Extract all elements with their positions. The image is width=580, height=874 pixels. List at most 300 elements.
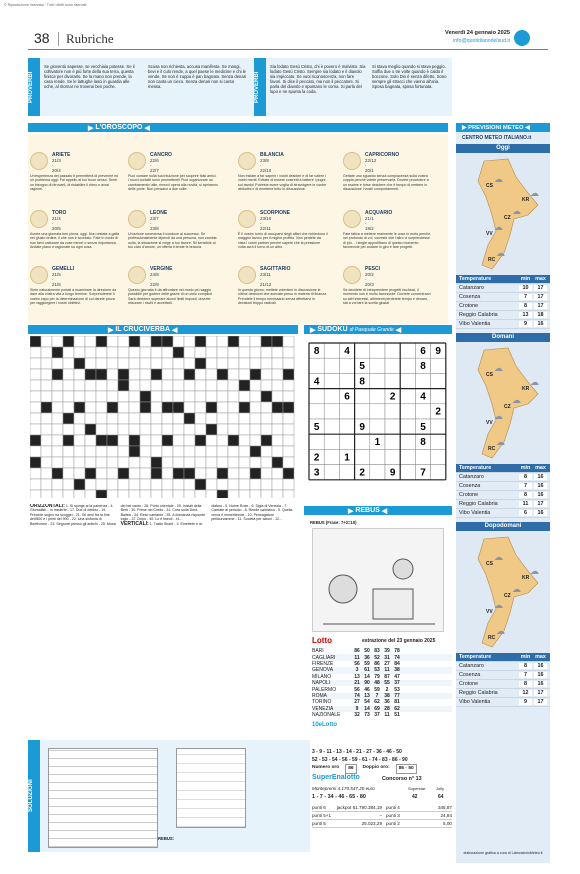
crossword-cell[interactable]: [250, 435, 261, 446]
crossword-cell[interactable]: [74, 347, 85, 358]
crossword-cell[interactable]: [217, 380, 228, 391]
crossword-cell[interactable]: [195, 413, 206, 424]
crossword-cell[interactable]: [173, 336, 184, 347]
crossword-cell[interactable]: [129, 347, 140, 358]
crossword-cell[interactable]: [41, 479, 52, 490]
crossword-cell[interactable]: [30, 358, 41, 369]
crossword-cell[interactable]: [140, 424, 151, 435]
crossword-cell[interactable]: [261, 446, 272, 457]
crossword-cell[interactable]: [85, 347, 96, 358]
crossword-cell[interactable]: [272, 446, 283, 457]
sudoku-cell[interactable]: [431, 358, 446, 373]
crossword-cell[interactable]: [283, 457, 294, 468]
crossword-cell[interactable]: [107, 479, 118, 490]
crossword-cell[interactable]: [228, 358, 239, 369]
sudoku-cell[interactable]: [370, 343, 385, 358]
sudoku-cell[interactable]: [370, 419, 385, 434]
crossword-cell[interactable]: [184, 402, 195, 413]
crossword-cell[interactable]: [162, 413, 173, 424]
crossword-cell[interactable]: [261, 468, 272, 479]
crossword-cell[interactable]: [63, 457, 74, 468]
crossword-cell[interactable]: [74, 380, 85, 391]
crossword-cell[interactable]: [107, 358, 118, 369]
crossword-cell[interactable]: [52, 380, 63, 391]
crossword-cell[interactable]: [283, 413, 294, 424]
crossword-cell[interactable]: [162, 446, 173, 457]
sudoku-cell[interactable]: [400, 419, 415, 434]
crossword-cell[interactable]: [272, 380, 283, 391]
crossword-cell[interactable]: [217, 402, 228, 413]
crossword-cell[interactable]: [261, 457, 272, 468]
crossword-cell[interactable]: [151, 380, 162, 391]
crossword-cell[interactable]: [41, 457, 52, 468]
crossword-cell[interactable]: [129, 402, 140, 413]
crossword-cell[interactable]: [140, 468, 151, 479]
crossword-cell[interactable]: [41, 446, 52, 457]
crossword-cell[interactable]: [162, 369, 173, 380]
crossword-cell[interactable]: [74, 435, 85, 446]
crossword-cell[interactable]: [107, 468, 118, 479]
crossword-cell[interactable]: [206, 369, 217, 380]
sudoku-cell[interactable]: [370, 449, 385, 464]
crossword-cell[interactable]: [206, 479, 217, 490]
crossword-cell[interactable]: [217, 391, 228, 402]
crossword-cell[interactable]: [206, 435, 217, 446]
sudoku-cell[interactable]: [370, 465, 385, 480]
crossword-cell[interactable]: [96, 457, 107, 468]
sudoku-cell[interactable]: [400, 465, 415, 480]
crossword-cell[interactable]: [63, 446, 74, 457]
crossword-cell[interactable]: [184, 435, 195, 446]
crossword-cell[interactable]: [184, 347, 195, 358]
crossword-cell[interactable]: [85, 402, 96, 413]
crossword-cell[interactable]: [228, 490, 239, 498]
crossword-cell[interactable]: [107, 336, 118, 347]
crossword-cell[interactable]: [184, 336, 195, 347]
crossword-cell[interactable]: [63, 424, 74, 435]
crossword-cell[interactable]: [52, 413, 63, 424]
crossword-cell[interactable]: [239, 424, 250, 435]
crossword-cell[interactable]: [184, 446, 195, 457]
crossword-cell[interactable]: [173, 424, 184, 435]
crossword-cell[interactable]: [30, 347, 41, 358]
crossword-cell[interactable]: [228, 380, 239, 391]
crossword-cell[interactable]: [272, 424, 283, 435]
crossword-cell[interactable]: [96, 402, 107, 413]
crossword-cell[interactable]: [250, 391, 261, 402]
crossword-cell[interactable]: [217, 435, 228, 446]
crossword-cell[interactable]: [118, 479, 129, 490]
crossword-cell[interactable]: [250, 336, 261, 347]
crossword-cell[interactable]: [107, 347, 118, 358]
crossword-cell[interactable]: [228, 369, 239, 380]
crossword-cell[interactable]: [272, 479, 283, 490]
crossword-cell[interactable]: [30, 446, 41, 457]
crossword-cell[interactable]: [250, 413, 261, 424]
crossword-cell[interactable]: [30, 402, 41, 413]
crossword-cell[interactable]: [250, 358, 261, 369]
crossword-cell[interactable]: [30, 380, 41, 391]
crossword-cell[interactable]: [41, 424, 52, 435]
crossword-cell[interactable]: [151, 391, 162, 402]
sudoku-cell[interactable]: [385, 343, 400, 358]
crossword-cell[interactable]: [107, 369, 118, 380]
crossword-cell[interactable]: [261, 358, 272, 369]
crossword-cell[interactable]: [85, 413, 96, 424]
sudoku-cell[interactable]: [355, 389, 370, 404]
crossword-cell[interactable]: [129, 380, 140, 391]
crossword-cell[interactable]: [85, 446, 96, 457]
crossword-cell[interactable]: [261, 369, 272, 380]
sudoku-cell[interactable]: [385, 373, 400, 388]
crossword-cell[interactable]: [206, 468, 217, 479]
sudoku-cell[interactable]: [339, 373, 354, 388]
crossword-cell[interactable]: [41, 380, 52, 391]
crossword-cell[interactable]: [41, 413, 52, 424]
crossword-cell[interactable]: [206, 391, 217, 402]
crossword-cell[interactable]: [85, 479, 96, 490]
crossword-cell[interactable]: [239, 347, 250, 358]
crossword-cell[interactable]: [217, 457, 228, 468]
crossword-cell[interactable]: [151, 358, 162, 369]
crossword-cell[interactable]: [261, 380, 272, 391]
crossword-cell[interactable]: [96, 358, 107, 369]
crossword-cell[interactable]: [52, 435, 63, 446]
crossword-cell[interactable]: [41, 435, 52, 446]
crossword-cell[interactable]: [118, 446, 129, 457]
crossword-cell[interactable]: [162, 391, 173, 402]
sudoku-cell[interactable]: [385, 419, 400, 434]
sudoku-cell[interactable]: [431, 389, 446, 404]
crossword-cell[interactable]: [41, 347, 52, 358]
crossword-cell[interactable]: [129, 490, 140, 498]
crossword-cell[interactable]: [41, 490, 52, 498]
crossword-cell[interactable]: [206, 413, 217, 424]
sudoku-cell[interactable]: [431, 465, 446, 480]
crossword-cell[interactable]: [217, 446, 228, 457]
crossword-cell[interactable]: [107, 424, 118, 435]
crossword-cell[interactable]: [140, 435, 151, 446]
crossword-cell[interactable]: [184, 457, 195, 468]
sudoku-cell[interactable]: [370, 389, 385, 404]
crossword-cell[interactable]: [52, 457, 63, 468]
crossword-cell[interactable]: [85, 435, 96, 446]
crossword-cell[interactable]: [85, 336, 96, 347]
crossword-cell[interactable]: [96, 380, 107, 391]
crossword-cell[interactable]: [118, 490, 129, 498]
crossword-cell[interactable]: [129, 369, 140, 380]
crossword-cell[interactable]: [206, 336, 217, 347]
crossword-cell[interactable]: [63, 347, 74, 358]
crossword-cell[interactable]: [184, 424, 195, 435]
crossword-cell[interactable]: [52, 358, 63, 369]
crossword-cell[interactable]: [118, 457, 129, 468]
sudoku-cell[interactable]: [355, 449, 370, 464]
crossword-cell[interactable]: [140, 479, 151, 490]
crossword-cell[interactable]: [261, 424, 272, 435]
crossword-cell[interactable]: [162, 457, 173, 468]
crossword-cell[interactable]: [107, 391, 118, 402]
crossword-cell[interactable]: [283, 435, 294, 446]
crossword-cell[interactable]: [107, 490, 118, 498]
crossword-cell[interactable]: [74, 446, 85, 457]
crossword-cell[interactable]: [41, 336, 52, 347]
crossword-cell[interactable]: [283, 380, 294, 391]
crossword-cell[interactable]: [250, 479, 261, 490]
crossword-cell[interactable]: [283, 424, 294, 435]
crossword-cell[interactable]: [195, 391, 206, 402]
sudoku-cell[interactable]: [309, 404, 324, 419]
crossword-cell[interactable]: [151, 413, 162, 424]
crossword-cell[interactable]: [239, 490, 250, 498]
crossword-cell[interactable]: [239, 336, 250, 347]
crossword-cell[interactable]: [239, 369, 250, 380]
crossword-cell[interactable]: [96, 479, 107, 490]
crossword-cell[interactable]: [184, 490, 195, 498]
crossword-cell[interactable]: [140, 358, 151, 369]
crossword-cell[interactable]: [129, 479, 140, 490]
sudoku-cell[interactable]: [324, 465, 339, 480]
crossword-cell[interactable]: [195, 490, 206, 498]
crossword-cell[interactable]: [129, 358, 140, 369]
crossword-cell[interactable]: [173, 446, 184, 457]
crossword-cell[interactable]: [195, 369, 206, 380]
crossword-cell[interactable]: [228, 468, 239, 479]
crossword-cell[interactable]: [96, 468, 107, 479]
sudoku-cell[interactable]: [385, 434, 400, 449]
crossword-cell[interactable]: [283, 479, 294, 490]
sudoku-cell[interactable]: [324, 449, 339, 464]
crossword-cell[interactable]: [30, 391, 41, 402]
crossword-cell[interactable]: [140, 446, 151, 457]
crossword-cell[interactable]: [217, 347, 228, 358]
crossword-cell[interactable]: [162, 490, 173, 498]
crossword-cell[interactable]: [162, 424, 173, 435]
crossword-cell[interactable]: [85, 380, 96, 391]
crossword-cell[interactable]: [173, 479, 184, 490]
crossword-cell[interactable]: [239, 358, 250, 369]
crossword-cell[interactable]: [74, 391, 85, 402]
crossword-cell[interactable]: [239, 435, 250, 446]
crossword-cell[interactable]: [217, 413, 228, 424]
crossword-cell[interactable]: [173, 413, 184, 424]
crossword-cell[interactable]: [52, 336, 63, 347]
crossword-cell[interactable]: [162, 479, 173, 490]
crossword-cell[interactable]: [206, 457, 217, 468]
crossword-cell[interactable]: [151, 402, 162, 413]
crossword-cell[interactable]: [41, 369, 52, 380]
crossword-cell[interactable]: [184, 479, 195, 490]
crossword-cell[interactable]: [195, 468, 206, 479]
crossword-cell[interactable]: [52, 424, 63, 435]
crossword-cell[interactable]: [151, 490, 162, 498]
crossword-cell[interactable]: [118, 424, 129, 435]
crossword-cell[interactable]: [272, 391, 283, 402]
sudoku-cell[interactable]: [400, 404, 415, 419]
crossword-cell[interactable]: [74, 468, 85, 479]
crossword-cell[interactable]: [217, 358, 228, 369]
crossword-cell[interactable]: [129, 413, 140, 424]
crossword-cell[interactable]: [52, 479, 63, 490]
crossword-cell[interactable]: [250, 457, 261, 468]
crossword-cell[interactable]: [30, 413, 41, 424]
crossword-cell[interactable]: [118, 358, 129, 369]
crossword-cell[interactable]: [228, 424, 239, 435]
sudoku-cell[interactable]: [400, 373, 415, 388]
crossword-cell[interactable]: [140, 347, 151, 358]
crossword-cell[interactable]: [63, 358, 74, 369]
crossword-cell[interactable]: [173, 391, 184, 402]
crossword-cell[interactable]: [228, 479, 239, 490]
sudoku-cell[interactable]: [415, 404, 430, 419]
crossword-cell[interactable]: [140, 490, 151, 498]
crossword-cell[interactable]: [250, 490, 261, 498]
crossword-cell[interactable]: [206, 490, 217, 498]
crossword-cell[interactable]: [173, 457, 184, 468]
sudoku-cell[interactable]: [400, 449, 415, 464]
crossword-cell[interactable]: [250, 424, 261, 435]
crossword-cell[interactable]: [283, 391, 294, 402]
crossword-cell[interactable]: [30, 479, 41, 490]
crossword-cell[interactable]: [140, 413, 151, 424]
crossword-cell[interactable]: [206, 358, 217, 369]
crossword-cell[interactable]: [283, 347, 294, 358]
crossword-cell[interactable]: [239, 479, 250, 490]
crossword-cell[interactable]: [118, 391, 129, 402]
crossword-cell[interactable]: [151, 347, 162, 358]
sudoku-cell[interactable]: [355, 434, 370, 449]
crossword-cell[interactable]: [107, 380, 118, 391]
sudoku-cell[interactable]: [309, 434, 324, 449]
crossword-cell[interactable]: [30, 490, 41, 498]
crossword-cell[interactable]: [228, 446, 239, 457]
sudoku-cell[interactable]: [431, 449, 446, 464]
crossword-cell[interactable]: [74, 457, 85, 468]
crossword-cell[interactable]: [272, 435, 283, 446]
crossword-cell[interactable]: [272, 347, 283, 358]
crossword-cell[interactable]: [52, 402, 63, 413]
crossword-cell[interactable]: [217, 479, 228, 490]
crossword-cell[interactable]: [151, 424, 162, 435]
sudoku-cell[interactable]: [370, 373, 385, 388]
crossword-cell[interactable]: [184, 358, 195, 369]
crossword-cell[interactable]: [63, 369, 74, 380]
crossword-cell[interactable]: [140, 380, 151, 391]
sudoku-cell[interactable]: [431, 434, 446, 449]
sudoku-cell[interactable]: [324, 373, 339, 388]
crossword-cell[interactable]: [250, 380, 261, 391]
crossword-cell[interactable]: [63, 468, 74, 479]
crossword-cell[interactable]: [140, 457, 151, 468]
crossword-cell[interactable]: [151, 446, 162, 457]
crossword-cell[interactable]: [118, 435, 129, 446]
sudoku-cell[interactable]: [415, 449, 430, 464]
crossword-cell[interactable]: [195, 457, 206, 468]
crossword-grid[interactable]: [30, 336, 296, 498]
crossword-cell[interactable]: [162, 468, 173, 479]
crossword-cell[interactable]: [129, 468, 140, 479]
crossword-cell[interactable]: [140, 336, 151, 347]
crossword-cell[interactable]: [63, 402, 74, 413]
crossword-cell[interactable]: [283, 490, 294, 498]
crossword-cell[interactable]: [30, 369, 41, 380]
crossword-cell[interactable]: [107, 413, 118, 424]
crossword-cell[interactable]: [96, 413, 107, 424]
crossword-cell[interactable]: [74, 413, 85, 424]
crossword-cell[interactable]: [173, 358, 184, 369]
crossword-cell[interactable]: [272, 358, 283, 369]
sudoku-grid[interactable]: [308, 342, 448, 497]
sudoku-cell[interactable]: [324, 343, 339, 358]
crossword-cell[interactable]: [206, 347, 217, 358]
crossword-cell[interactable]: [195, 424, 206, 435]
crossword-cell[interactable]: [96, 391, 107, 402]
crossword-cell[interactable]: [151, 479, 162, 490]
sudoku-cell[interactable]: [355, 343, 370, 358]
crossword-cell[interactable]: [272, 468, 283, 479]
crossword-cell[interactable]: [129, 391, 140, 402]
sudoku-cell[interactable]: [431, 419, 446, 434]
crossword-cell[interactable]: [52, 446, 63, 457]
crossword-cell[interactable]: [228, 391, 239, 402]
crossword-cell[interactable]: [118, 413, 129, 424]
crossword-cell[interactable]: [217, 424, 228, 435]
crossword-cell[interactable]: [173, 369, 184, 380]
sudoku-cell[interactable]: [370, 404, 385, 419]
sudoku-cell[interactable]: [385, 358, 400, 373]
crossword-cell[interactable]: [173, 380, 184, 391]
crossword-cell[interactable]: [250, 402, 261, 413]
crossword-cell[interactable]: [206, 380, 217, 391]
crossword-cell[interactable]: [195, 446, 206, 457]
sudoku-cell[interactable]: [400, 343, 415, 358]
crossword-cell[interactable]: [239, 391, 250, 402]
crossword-cell[interactable]: [239, 457, 250, 468]
sudoku-cell[interactable]: [385, 404, 400, 419]
crossword-cell[interactable]: [30, 468, 41, 479]
crossword-cell[interactable]: [140, 369, 151, 380]
crossword-cell[interactable]: [107, 457, 118, 468]
sudoku-cell[interactable]: [339, 434, 354, 449]
crossword-cell[interactable]: [41, 391, 52, 402]
crossword-cell[interactable]: [129, 457, 140, 468]
sudoku-cell[interactable]: [400, 389, 415, 404]
crossword-cell[interactable]: [261, 413, 272, 424]
crossword-cell[interactable]: [151, 435, 162, 446]
crossword-cell[interactable]: [63, 391, 74, 402]
sudoku-cell[interactable]: [431, 373, 446, 388]
crossword-cell[interactable]: [283, 446, 294, 457]
crossword-cell[interactable]: [206, 446, 217, 457]
sudoku-cell[interactable]: [415, 373, 430, 388]
crossword-cell[interactable]: [63, 479, 74, 490]
crossword-cell[interactable]: [162, 347, 173, 358]
sudoku-cell[interactable]: [355, 404, 370, 419]
sudoku-cell[interactable]: [324, 389, 339, 404]
sudoku-cell[interactable]: [324, 358, 339, 373]
crossword-cell[interactable]: [272, 413, 283, 424]
crossword-cell[interactable]: [228, 347, 239, 358]
crossword-cell[interactable]: [228, 457, 239, 468]
crossword-cell[interactable]: [261, 347, 272, 358]
crossword-cell[interactable]: [261, 479, 272, 490]
crossword-cell[interactable]: [195, 402, 206, 413]
crossword-cell[interactable]: [85, 457, 96, 468]
sudoku-cell[interactable]: [339, 404, 354, 419]
crossword-cell[interactable]: [184, 391, 195, 402]
crossword-cell[interactable]: [85, 391, 96, 402]
sudoku-cell[interactable]: [385, 449, 400, 464]
